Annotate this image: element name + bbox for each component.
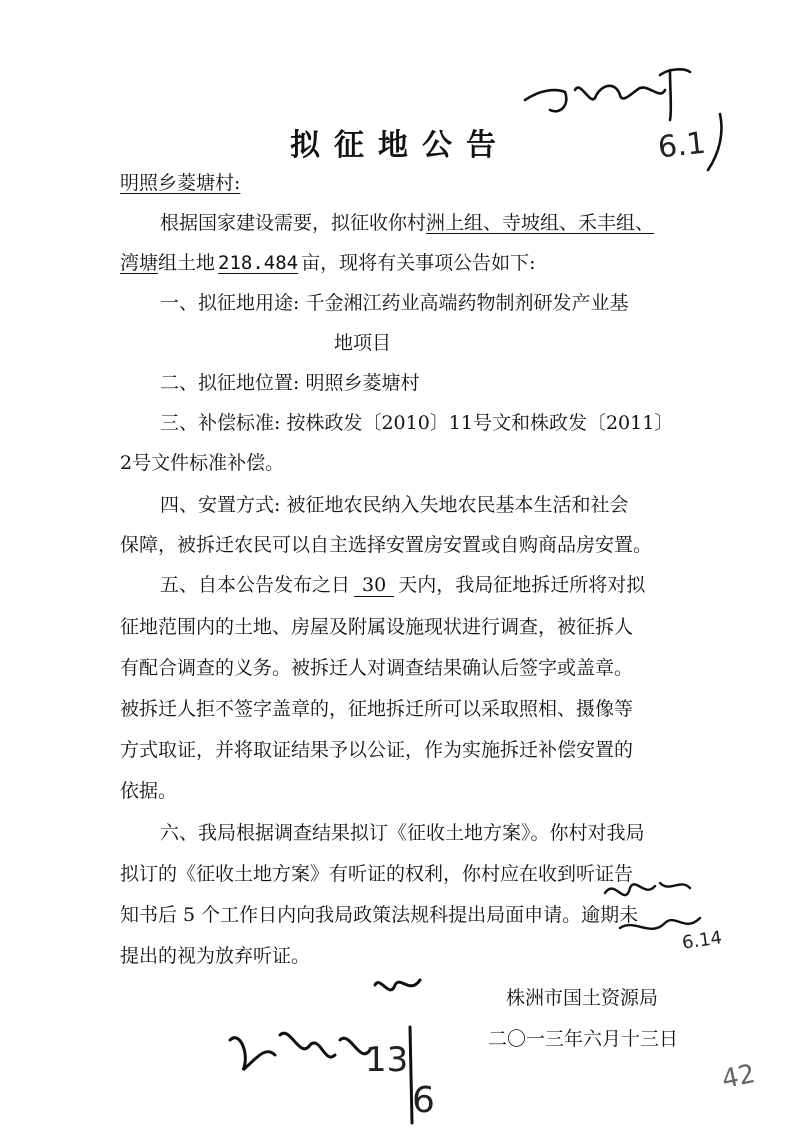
item-5-prefix: 五、自本公告发布之日 (160, 574, 351, 596)
handwritten-date-top: 6.1 (656, 125, 708, 166)
handwritten-side-date: 6.14 (680, 927, 724, 954)
item-5-line-c: 有配合调查的义务。被拆迁人对调查结果确认后签字或盖章。 (120, 657, 634, 679)
item-5-line-a (160, 572, 645, 598)
item-5-days: 30 (354, 574, 394, 597)
item-4-line-a: 四、安置方式: 被征地农民纳入失地农民基本生活和社会 (160, 494, 629, 516)
item-6-line-d: 提出的视为放弃听证。 (120, 945, 311, 967)
item-6-line-a: 六、我局根据调查结果拟订《征收土地方案》。你村对我局 (160, 822, 645, 844)
handwritten-bottom-date-bottom: 6 (412, 1080, 435, 1121)
intro-suffix: 亩，现将有关事项公告如下: (301, 252, 536, 274)
item-4-line-b: 保障，被拆迁农民可以自主选择安置房安置或自购商品房安置。 (120, 534, 653, 556)
item-2: 二、拟征地位置: 明照乡菱塘村 (160, 372, 420, 394)
intro-line-2 (120, 250, 536, 276)
item-3-line-a: 三、补偿标准: 按株政发〔2010〕11号文和株政发〔2011〕 (160, 412, 674, 434)
item-5-suffix: 天内，我局征地拆迁所将对拟 (398, 574, 646, 596)
intro-mid: 组土地 (158, 252, 216, 274)
item-6-line-c: 知书后 5 个工作日内向我局政策法规科提出局面申请。逾期未 (120, 904, 639, 926)
item-6-line-b: 拟订的《征收土地方案》有听证的权利，你村应在收到听证告 (120, 863, 634, 885)
handwritten-bottom-date-top: 13 (365, 1040, 409, 1080)
item-5-line-f: 依据。 (120, 780, 178, 802)
handwritten-page-mark: 42 (719, 1058, 758, 1096)
handwritten-signature-bottom (225, 965, 485, 1099)
issuer: 株洲市国土资源局 (506, 987, 659, 1009)
intro-line-1 (160, 210, 654, 236)
intro-area: 218.484 (218, 252, 299, 274)
intro-groups: 洲上组、寺坡组、禾丰组、 (426, 212, 655, 234)
item-5-line-e: 方式取证，并将取证结果予以公证，作为实施拆迁补偿安置的 (120, 739, 634, 761)
page-title: 拟征地公告 (290, 128, 510, 163)
intro-prefix: 根据国家建设需要，拟征收你村 (160, 212, 427, 234)
item-1-line-a: 一、拟征地用途: 千金湘江药业高端药物制剂研发产业基 (160, 292, 629, 314)
item-5-line-b: 征地范围内的土地、房屋及附属设施现状进行调查，被征拆人 (120, 616, 634, 638)
addressee-text: 明照乡菱塘村: (120, 172, 241, 194)
item-3-line-b: 2号文件标准补偿。 (120, 452, 285, 474)
addressee (120, 170, 240, 196)
item-1-line-b: 地项目 (334, 332, 392, 354)
intro-group-wantang: 湾塘 (120, 252, 159, 274)
issue-date: 二〇一三年六月十三日 (488, 1028, 679, 1050)
item-5-line-d: 被拆迁人拒不签字盖章的，征地拆迁所可以采取照相、摄像等 (120, 698, 634, 720)
